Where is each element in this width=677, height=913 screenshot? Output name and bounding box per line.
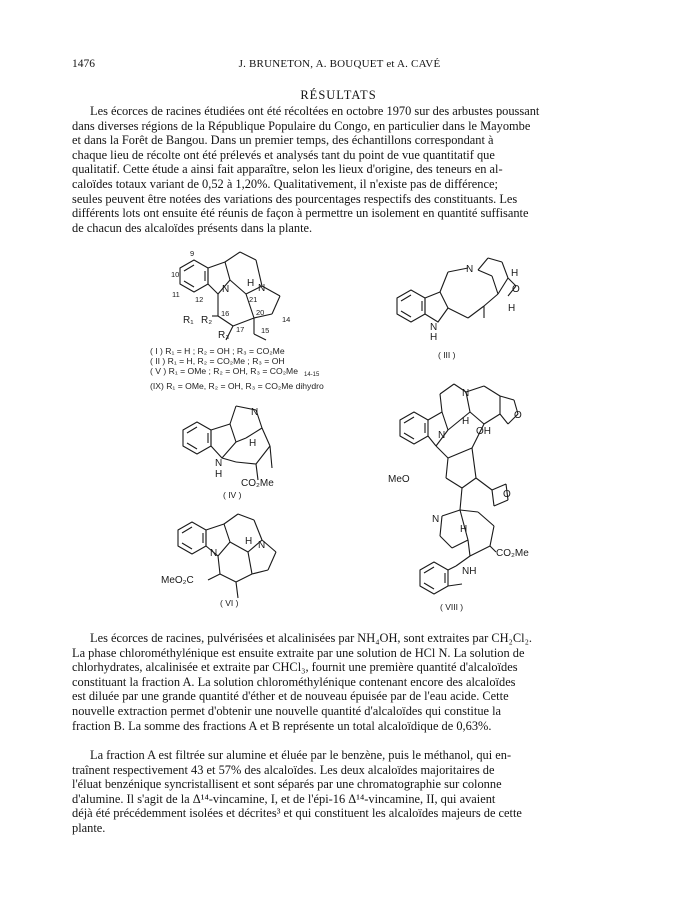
substituent-legend	[150, 346, 324, 391]
compound-label-viii: ( VIII )	[440, 602, 464, 612]
structure-compound-iv	[183, 406, 272, 480]
text-line: La fraction A est filtrée sur alumine et éluée par le benzène, puis le méthanol, qui en-	[90, 748, 512, 762]
text-line: seules peuvent être notées des variations des pourcentages respectifs des constituants. Les	[72, 191, 518, 206]
text-line: traînent respectivement 43 et 57% des alcaloïdes. Les deux alcaloïdes majoritaires de	[72, 762, 495, 777]
atom-label-12: 12	[195, 295, 204, 304]
atom-o: O	[512, 284, 520, 295]
substituent-r2: R₂	[201, 315, 213, 326]
text-line: chaque lieu de récolte ont été prélevés et analysés tant du point de vue quantitatif que	[72, 147, 495, 162]
methoxy-group: MeO	[388, 474, 410, 485]
substituent-r3: R₃	[218, 330, 230, 341]
atom-o: O	[514, 410, 522, 421]
atom-h: H	[245, 536, 253, 547]
structure-compound-viii	[400, 384, 518, 594]
atom-h: H	[247, 278, 255, 289]
atom-h: H	[462, 416, 470, 427]
text-line: qualitatif. Cette étude a ainsi fait apparaître, selon les lieux d'origine, des teneurs en al-	[72, 162, 503, 177]
atom-n: N	[251, 407, 259, 418]
text-line: nouvelle extraction permet d'obtenir une nouvelle quantité d'alcaloïdes qui constitue la	[72, 703, 502, 718]
ester-group: MeO₂C	[161, 575, 194, 586]
compound-label-vi: ( VI )	[220, 598, 239, 608]
legend-row-ii: ( II ) R₁ = H, R₂ = CO₂Me ; R₃ = OH	[150, 356, 285, 367]
atom-label-21: 21	[249, 295, 258, 304]
atom-n: N	[210, 548, 218, 559]
text-line: différents lots ont ensuite été réunis de façon à permettre un isolement en quantité suffisante	[72, 206, 529, 221]
ester-group: CO₂Me	[496, 548, 529, 559]
atom-o: O	[503, 489, 511, 500]
atom-n: N	[466, 264, 474, 275]
text-line: l'éluat benzénique syncristallisent et sont séparés par une chromatographie sur colonne	[72, 777, 502, 792]
legend-superscript: 14-15	[303, 372, 320, 379]
text-line: est diluée par une grande quantité d'éther et de nouveau épuisée par de l'eau acide. Cette	[72, 689, 509, 704]
atom-label-14: 14	[282, 315, 291, 324]
atom-h: H	[215, 469, 223, 480]
atom-n: N	[215, 458, 223, 469]
atom-label-16: 16	[221, 309, 230, 318]
paragraph-extraction	[72, 631, 607, 733]
text-line: chlorhydrates, alcalinisée et extraite par CHCl₃, fournit une première quantité d'alcaloïdes	[72, 660, 518, 675]
atom-n: N	[222, 284, 230, 295]
legend-row-ix: (IX) R₁ = OMe, R₂ = OH, R₃ = CO₂Me dihydro	[150, 380, 324, 391]
atom-n: N	[432, 514, 440, 525]
text-line: plante.	[72, 820, 106, 835]
legend-row-i: ( I ) R₁ = H ; R₂ = OH ; R₃ = CO₂Me	[150, 346, 285, 356]
text-line: d'alumine. Il s'agit de la Δ¹⁴-vincamine, I, et de l'épi-16 Δ¹⁴-vincamine, II, qui avaient	[72, 791, 496, 806]
atom-h: H	[460, 524, 468, 535]
indole-nh: NH	[462, 566, 477, 577]
section-title: RÉSULTATS	[300, 88, 377, 102]
text-line: et dans la Forêt de Bangou. Dans un premier temps, des échantillons correspondant à	[72, 133, 494, 148]
authors-line: J. BRUNETON, A. BOUQUET et A. CAVÉ	[238, 58, 441, 70]
atom-h: H	[430, 332, 438, 343]
text-line: fraction B. La somme des fractions A et B représente un total alcaloïdique de 0,63%.	[72, 718, 492, 733]
text-line: Les écorces de racines, pulvérisées et alcalinisées par NH₄OH, sont extraites par CH₂Cl₂.	[90, 631, 533, 645]
text-line: dans diverses régions de la République Populaire du Congo, en particulier dans le Mayombe	[72, 118, 531, 133]
compound-label-iv: ( IV )	[223, 490, 242, 500]
text-line: déjà été précédemment isolées et décrites³ et qui constituent les alcaloïdes majeurs de cette	[72, 806, 522, 821]
page-number: 1476	[72, 58, 95, 70]
atom-n: N	[430, 322, 438, 333]
atom-label-10: 10	[171, 270, 180, 279]
legend-row-v-text: ( V ) R₁ = OMe ; R₂ = OH, R₃ = CO₂Me	[150, 366, 298, 377]
atom-n: N	[438, 430, 446, 441]
atom-h: H	[511, 268, 519, 279]
atom-n: N	[258, 540, 266, 551]
hydroxyl-group: OH	[476, 426, 491, 437]
atom-n: N	[462, 388, 470, 399]
atom-label-17: 17	[236, 325, 245, 334]
atom-n: N	[258, 283, 266, 294]
substituent-r1: R₁	[183, 315, 194, 326]
compound-label-iii: ( III )	[438, 350, 456, 360]
legend-row-v	[150, 366, 324, 380]
atom-label-15: 15	[261, 326, 270, 335]
atom-h: H	[508, 303, 516, 314]
text-line: caloïdes totaux variant de 0,52 à 1,20%. Qualitativement, il n'existe pas de différence;	[72, 176, 498, 191]
benzene-ring	[180, 260, 208, 292]
ester-group: CO₂Me	[241, 478, 274, 489]
atom-label-9: 9	[190, 249, 195, 258]
text-line: constituant la fraction A. La solution chlorométhylénique contenant encore des alcaloïdes	[72, 674, 516, 689]
structure-compound-iii	[397, 258, 519, 322]
text-line: La phase chlorométhylénique est ensuite extraite par une solution de HCl N. La solution de	[72, 645, 525, 660]
atom-label-20: 20	[256, 308, 265, 317]
atom-h: H	[249, 438, 257, 449]
atom-label-11: 11	[172, 290, 180, 299]
text-line: de chacun des alcaloïdes présents dans la plante.	[72, 220, 313, 235]
paragraph-fractionation	[72, 748, 607, 836]
text-line: Les écorces de racines étudiées ont été récoltées en octobre 1970 sur des arbustes poussant	[90, 104, 540, 118]
